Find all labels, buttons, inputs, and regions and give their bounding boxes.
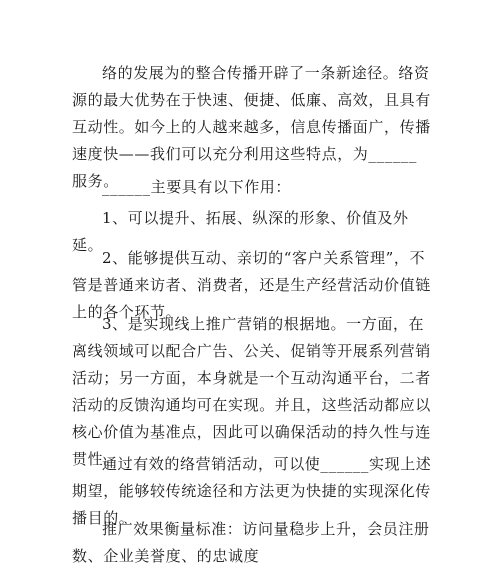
paragraph-item-1: 1、可以提升、拓展、纵深的形象、价值及外延。 — [72, 209, 409, 254]
paragraph-item-3: 3、是实现线上推广营销的根据地。一方面，在离线领域可以配合广告、公关、促销等开展系列营销活动；另一方面，本身就是一个互动沟通平台，二者活动的反馈沟通均可在实现。并且，这些活动都应以核心价值为基准点，因此可以确保活动的持久性与连贯性。 — [72, 315, 431, 468]
paragraph-effect-standard: 推广效果衡量标准：访问量稳步上升，会员注册数、企业美誉度、的忠诚度 — [72, 520, 430, 565]
paragraph-marketing-activity: 通过有效的络营销活动，可以使______实现上述期望，能够较传统途径和方法更为快捷的实现深化传播目的。 — [72, 455, 432, 527]
paragraph-intro: 络的发展为的整合传播开辟了一条新途径。络资源的最大优势在于快速、便捷、低廉、高效，且具有互动性。如今上的人越来越多，信息传播面广，传播速度快——我们可以充分利用这些特点，为______服务。 — [72, 64, 431, 190]
paragraph-item-2: 2、能够提供互动、亲切的“客户关系管理”，不管是普通来访者、消费者，还是生产经营活动价值链上的各个环节。 — [72, 249, 431, 321]
paragraph-functions-heading: ______主要具有以下作用： — [102, 178, 292, 196]
